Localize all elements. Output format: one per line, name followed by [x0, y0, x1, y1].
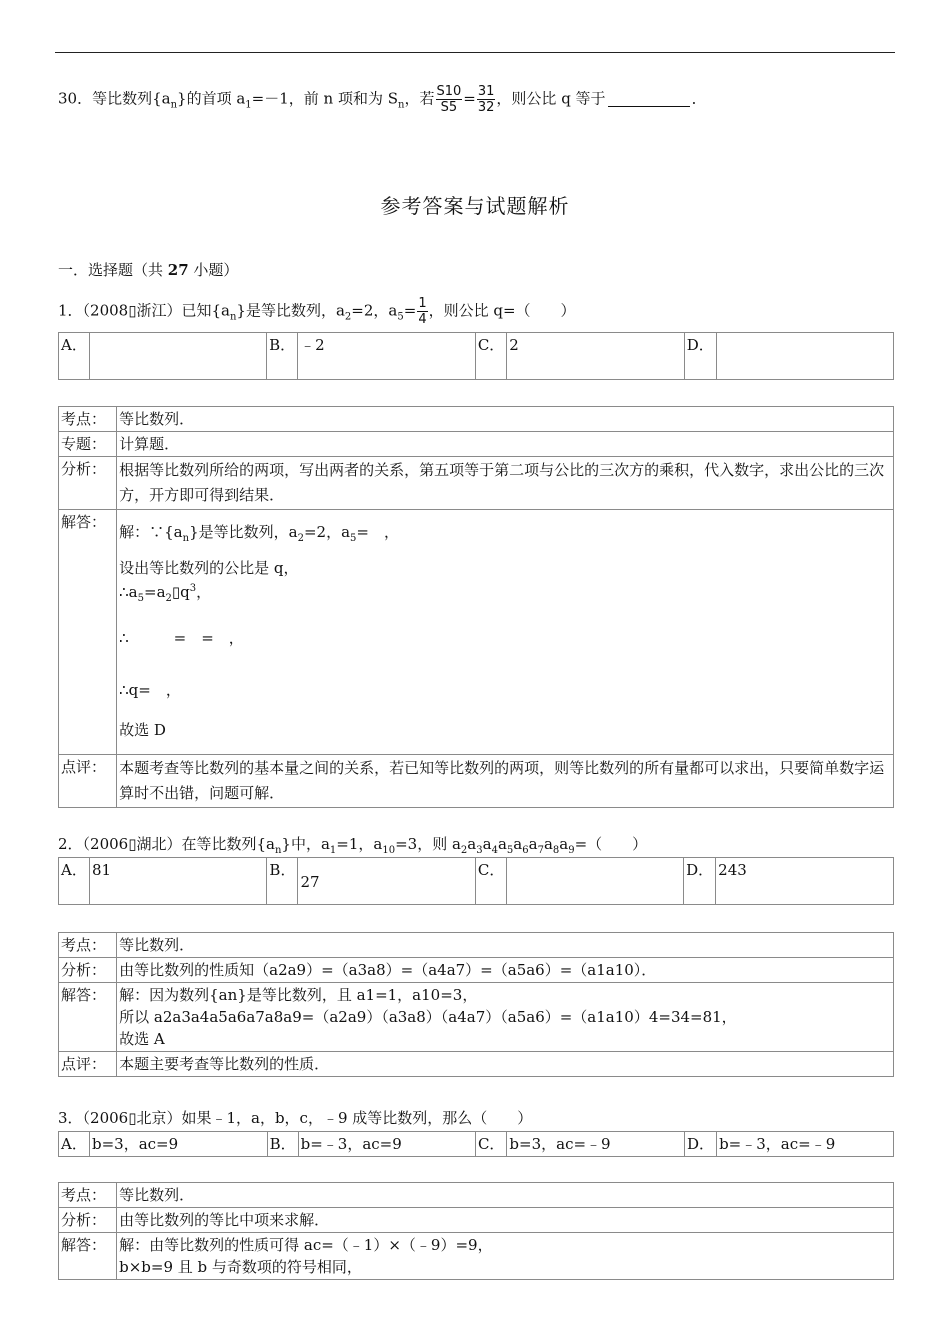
kaodian-label: 考点：: [59, 1183, 117, 1208]
question-2-options: [58, 857, 894, 905]
option-c-value[interactable]: 2: [507, 333, 684, 380]
option-b-key[interactable]: B．: [267, 333, 298, 380]
option-d-key[interactable]: D．: [684, 858, 716, 905]
option-b-key[interactable]: B．: [267, 1132, 298, 1157]
dianping-label: 点评：: [59, 755, 117, 808]
option-c-key[interactable]: C．: [475, 1132, 506, 1157]
option-c-key[interactable]: C．: [475, 858, 506, 905]
dianping-content: 本题主要考查等比数列的性质．: [117, 1052, 894, 1077]
option-c-value[interactable]: [507, 858, 684, 905]
option-c-value[interactable]: b=3，ac=﹣9: [507, 1132, 685, 1157]
kaodian-label: 考点：: [59, 933, 117, 958]
jieda-line-6: 故选 D: [119, 721, 166, 739]
option-c-key[interactable]: C．: [475, 333, 506, 380]
jieda-label: 解答：: [59, 983, 117, 1052]
option-d-key[interactable]: D．: [684, 333, 716, 380]
fenxi-content: 由等比数列的等比中项来求解．: [117, 1208, 894, 1233]
question-2-analysis: [58, 932, 894, 1077]
option-a-key[interactable]: A．: [59, 858, 90, 905]
question-1-analysis: [58, 406, 894, 808]
jieda-line-2: b×b=9 且 b 与奇数项的符号相同，: [119, 1258, 362, 1276]
question-30: 30．等比数列$\{a_n\}$的首项 $a_1=-1$，前 n 项和为 $S_n$，若 $\frac{S10}{S5}$ = $\frac{31}{32}$ ，则公比 q 等于 ．: [58, 84, 707, 115]
question-3-analysis: [58, 1182, 894, 1280]
jieda-content: [117, 983, 894, 1052]
option-a-key[interactable]: A．: [59, 333, 90, 380]
jieda-line-3: 故选 A: [119, 1030, 165, 1048]
option-a-value[interactable]: 81: [89, 858, 266, 905]
fenxi-label: 分析：: [59, 457, 117, 510]
jieda-label: 解答：: [59, 510, 117, 755]
answer-blank[interactable]: [608, 92, 690, 107]
jieda-content: [117, 510, 894, 755]
jieda-label: 解答：: [59, 1233, 117, 1280]
option-d-value[interactable]: 243: [716, 858, 894, 905]
dianping-content: 本题考查等比数列的基本量之间的关系，若已知等比数列的两项，则等比数列的所有量都可以求出，只要简单数字运算时不出错，问题可解．: [117, 755, 894, 808]
dianping-label: 点评：: [59, 1052, 117, 1077]
fenxi-content: 根据等比数列所给的两项，写出两者的关系，第五项等于第二项与公比的三次方的乘积，代入数字，求出公比的三次方，开方即可得到结果．: [117, 457, 894, 510]
option-b-value[interactable]: 27: [298, 858, 475, 905]
jieda-line-4: ∴ = = ，: [119, 629, 244, 647]
jieda-line-2: 设出等比数列的公比是 q，: [119, 559, 299, 577]
zhuanti-label: 专题：: [59, 432, 117, 457]
section-heading: 一．选择题（共 27 小题）: [58, 261, 239, 279]
fenxi-label: 分析：: [59, 1208, 117, 1233]
fraction-1-4: $\frac{1}{4}$: [418, 296, 427, 327]
kaodian-content: 等比数列．: [117, 407, 894, 432]
option-b-value[interactable]: b=﹣3，ac=9: [298, 1132, 475, 1157]
kaodian-content: 等比数列．: [117, 1183, 894, 1208]
jieda-line-1: 解：$\because\{a_n\}$是等比数列，$a_2=2$，$a_5=$ ，: [119, 523, 399, 544]
fenxi-content: 由等比数列的性质知（a2a9）=（a3a8）=（a4a7）=（a5a6）=（a1a10）．: [117, 958, 894, 983]
option-d-key[interactable]: D．: [685, 1132, 717, 1157]
fenxi-label: 分析：: [59, 958, 117, 983]
zhuanti-content: 计算题．: [117, 432, 894, 457]
jieda-line-1: 解：因为数列{an}是等比数列，且 a1=1，a10=3，: [119, 986, 478, 1004]
question-3-options: [58, 1131, 894, 1157]
option-b-value[interactable]: ﹣2: [298, 333, 476, 380]
option-d-value[interactable]: [716, 333, 893, 380]
fraction-s10-s5: $\frac{S10}{S5}$: [436, 84, 462, 115]
option-a-key[interactable]: A．: [59, 1132, 90, 1157]
option-b-key[interactable]: B．: [267, 858, 298, 905]
kaodian-content: 等比数列．: [117, 933, 894, 958]
question-2-stem: 2．（2006▯湖北）在等比数列$\{a_n\}$中，$a_1=1$，$a_{10}=3$，则 $a_2a_3a_4a_5a_6a_7a_8a_9=$（ ）: [58, 835, 648, 856]
jieda-line-5: ∴q= ，: [119, 681, 181, 699]
option-a-value[interactable]: [89, 333, 266, 380]
jieda-line-1: 解：由等比数列的性质可得 ac=（﹣1）×（﹣9）=9，: [119, 1236, 493, 1254]
fraction-31-32: $\frac{31}{32}$: [477, 84, 495, 115]
top-rule: [55, 52, 895, 53]
kaodian-label: 考点：: [59, 407, 117, 432]
option-a-value[interactable]: b=3，ac=9: [89, 1132, 267, 1157]
option-d-value[interactable]: b=﹣3，ac=﹣9: [717, 1132, 894, 1157]
jieda-content: [117, 1233, 894, 1280]
jieda-line-2: 所以 a2a3a4a5a6a7a8a9=（a2a9）（a3a8）（a4a7）（a5a6）=（a1a10）4=34=81，: [119, 1008, 737, 1026]
answer-title: 参考答案与试题解析: [380, 194, 570, 218]
question-3-stem: 3．（2006▯北京）如果﹣1，a，b，c，﹣9 成等比数列，那么（ ）: [58, 1109, 533, 1127]
question-1-options: [58, 332, 894, 380]
question-1-stem: 1．（2008▯浙江）已知$\{a_n\}$是等比数列，$a_2=2$，$a_5=$ $\frac{1}{4}$ ，则公比 q=（ ）: [58, 296, 576, 327]
jieda-line-3: $\therefore a_5=a_2▯q^3$，: [119, 583, 212, 604]
